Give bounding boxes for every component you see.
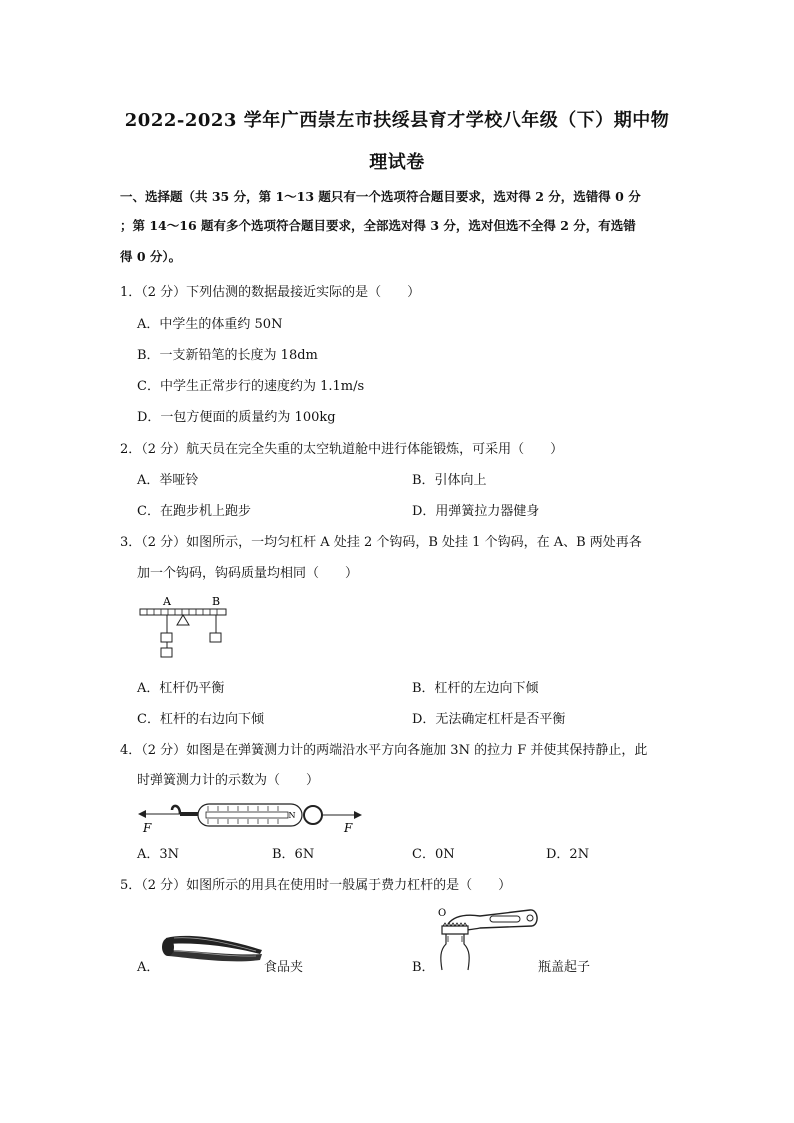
q5-option-b-prefix: B． — [412, 960, 435, 975]
section-instructions-line1: 一、选择题（共 35 分，第 1～13 题只有一个选项符合题目要求，选对得 2 分，选错得 0 分 — [120, 189, 641, 204]
section-instructions-line2: ；第 14～16 题有多个选项符合题目要求，全部选对得 3 分，选对但选不全得 2 分，有选错 — [120, 218, 636, 233]
lever-diagram — [136, 592, 236, 662]
q2-stem: 2．（2 分）航天员在完全失重的太空轨道舱中进行体能锻炼，可采用（ ） — [120, 442, 564, 457]
q5-option-a-prefix: A． — [137, 960, 160, 975]
scale-unit-label: N — [288, 811, 296, 820]
force-label-right: F — [344, 821, 353, 835]
q2-option-c: C．在跑步机上跑步 — [137, 504, 251, 519]
q3-option-b: B．杠杆的左边向下倾 — [412, 681, 539, 696]
q2-option-d: D．用弹簧拉力器健身 — [412, 504, 540, 519]
q1-option-a: A．中学生的体重约 50N — [137, 317, 283, 332]
q4-stem-line1: 4．（2 分）如图是在弹簧测力计的两端沿水平方向各施加 3N 的拉力 F 并使其保持静止，此 — [120, 743, 648, 758]
q1-option-d: D．一包方便面的质量约为 100kg — [137, 410, 336, 425]
weight-a-2 — [161, 648, 172, 657]
lever-label-a: A — [163, 595, 171, 608]
q3-option-c: C．杠杆的右边向下倾 — [137, 712, 264, 727]
q3-option-a: A．杠杆仍平衡 — [137, 681, 225, 696]
exam-title-line1: 2022-2023 学年广西崇左市扶绥县育才学校八年级（下）期中物 — [124, 110, 670, 131]
food-tongs-image — [160, 924, 264, 970]
lever-label-b: B — [211, 595, 221, 608]
q2-option-b: B．引体向上 — [412, 473, 487, 488]
q1-stem: 1．（2 分）下列估测的数据最接近实际的是（ ） — [120, 285, 421, 300]
q5-stem: 5．（2 分）如图所示的用具在使用时一般属于费力杠杆的是（ ） — [120, 878, 512, 893]
q4-option-b: B．6N — [272, 847, 315, 862]
fulcrum-icon — [177, 615, 189, 625]
q1-option-c: C．中学生正常步行的速度约为 1.1m/s — [137, 379, 365, 394]
q3-stem-line2: 加一个钩码，钩码质量均相同（ ） — [137, 566, 359, 581]
q5-option-b-label: 瓶盖起子 — [538, 960, 591, 975]
q5-option-a-label: 食品夹 — [264, 960, 304, 975]
section-instructions-line3: 得 0 分）。 — [120, 249, 182, 264]
exam-title-line2: 理试卷 — [369, 152, 425, 173]
weight-b-1 — [210, 633, 221, 642]
scale-ring — [304, 806, 322, 824]
opener-label-o: O — [438, 908, 447, 919]
q3-stem-line1: 3．（2 分）如图所示，一均匀杠杆 A 处挂 2 个钩码，B 处挂 1 个钩码，在 A、B 两处再各 — [120, 535, 642, 550]
q1-option-b: B．一支新铅笔的长度为 18dm — [137, 348, 318, 363]
force-label-left: F — [143, 821, 152, 835]
weight-a-1 — [161, 633, 172, 642]
q2-option-a: A．举哑铃 — [137, 473, 199, 488]
scale-body — [198, 804, 302, 826]
q4-option-c: C．0N — [412, 847, 455, 862]
q4-stem-line2: 时弹簧测力计的示数为（ ） — [137, 773, 320, 788]
q4-option-a: A．3N — [137, 847, 180, 862]
q4-option-d: D．2N — [546, 847, 590, 862]
q3-option-d: D．无法确定杠杆是否平衡 — [412, 712, 566, 727]
bottle-opener-image — [434, 904, 544, 972]
spring-scale-diagram — [136, 796, 366, 836]
